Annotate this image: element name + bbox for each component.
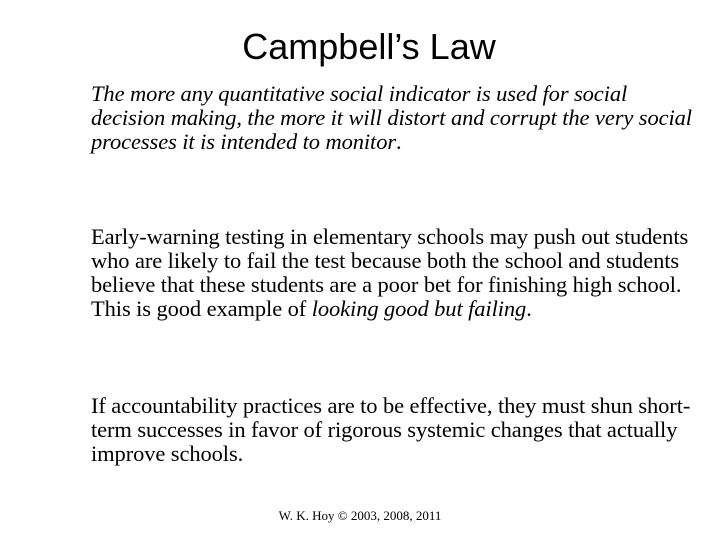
testing-example-period: . xyxy=(526,296,532,321)
definition-text: The more any quantitative social indicator is used for social decision making, the more it will distort and corrupt the very social processes it is intended to monitor xyxy=(91,81,692,154)
definition-period: . xyxy=(396,129,402,154)
slide-title: Campbell’s Law xyxy=(242,26,496,67)
copyright-footer: W. K. Hoy © 2003, 2008, 2011 xyxy=(278,508,442,523)
testing-example-text: Early-warning testing in elementary schools may push out students who are likely to fail the test because both the school and students believe that these students are a poor bet for finishing high school. This is good example of xyxy=(91,224,689,321)
accountability-paragraph: If accountability practices are to be effective, they must shun short-term successes in favor of rigorous systemic changes that actually improve schools. xyxy=(91,393,691,466)
testing-example-paragraph xyxy=(91,225,701,321)
looking-good-but-failing-emphasis: looking good but failing xyxy=(311,296,527,321)
campbells-law-definition xyxy=(91,82,701,154)
